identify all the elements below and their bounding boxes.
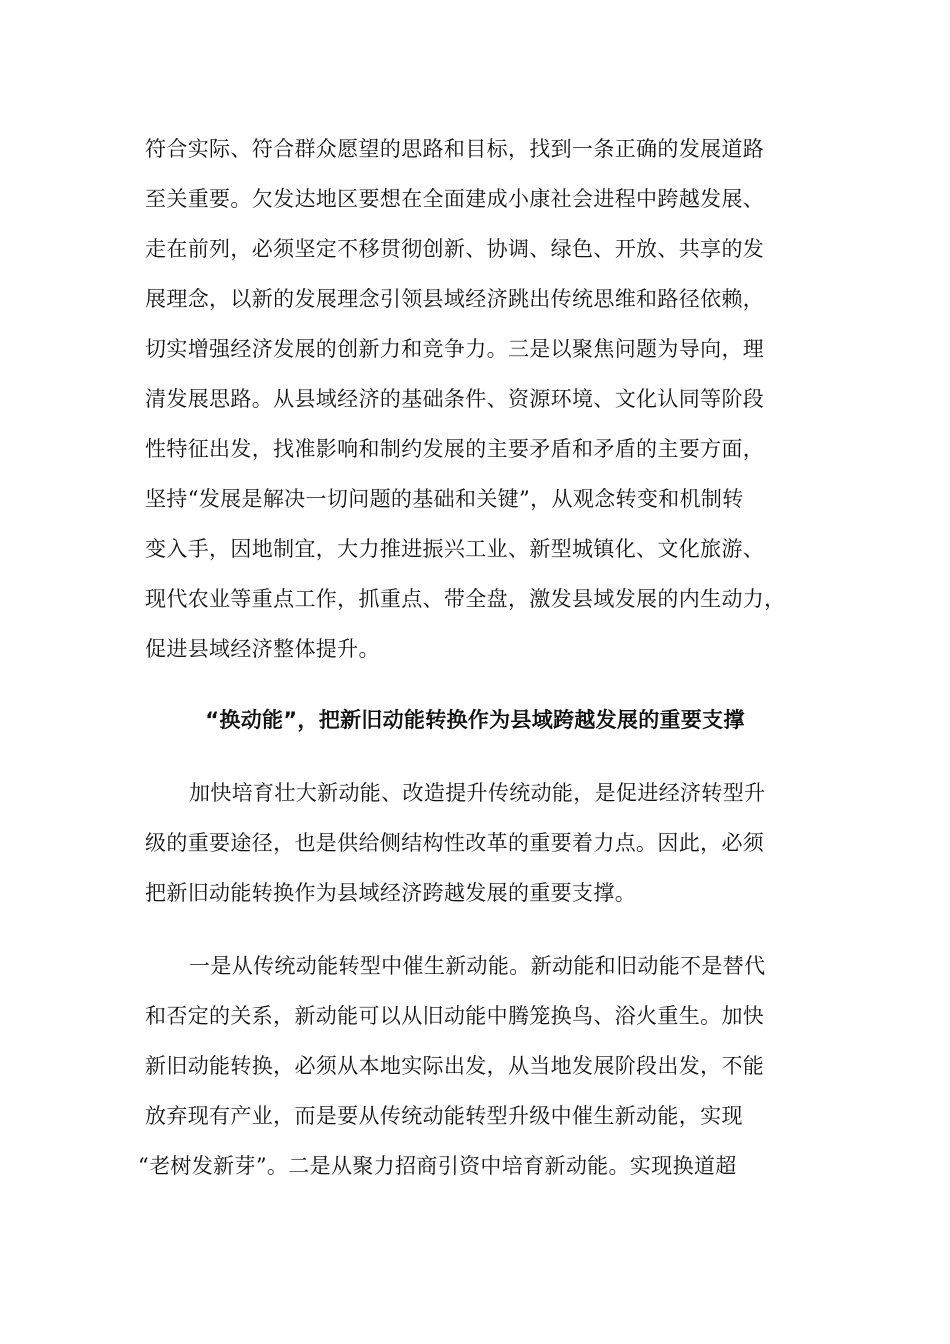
paragraph-line: 坚持“发展是解决一切问题的基础和关键”，从观念转变和机制转 bbox=[145, 487, 744, 511]
paragraph-line: 促进县域经济整体提升。 bbox=[145, 637, 380, 661]
paragraph-line: 级的重要途径，也是供给侧结构性改革的重要着力点。因此，必须 bbox=[145, 831, 765, 855]
paragraph-line: 和否定的关系，新动能可以从旧动能中腾笼换鸟、浴火重生。加快 bbox=[145, 1004, 765, 1028]
paragraph-line: 加快培育壮大新动能、改造提升传统动能，是促进经济转型升 bbox=[189, 781, 766, 805]
paragraph-line: 符合实际、符合群众愿望的思路和目标，找到一条正确的发展道路 bbox=[145, 137, 765, 161]
paragraph-line: 放弃现有产业，而是要从传统动能转型升级中催生新动能，实现 bbox=[145, 1104, 743, 1128]
paragraph-line: 至关重要。欠发达地区要想在全面建成小康社会进程中跨越发展、 bbox=[145, 187, 765, 211]
paragraph-line: 新旧动能转换，必须从本地实际出发，从当地发展阶段出发，不能 bbox=[145, 1054, 765, 1078]
paragraph-line: “老树发新芽”。二是从聚力招商引资中培育新动能。实现换道超 bbox=[138, 1154, 737, 1178]
paragraph-line: 展理念，以新的发展理念引领县域经济跳出传统思维和路径依赖， bbox=[145, 287, 765, 311]
paragraph-line: 现代农业等重点工作，抓重点、带全盘，激发县域发展的内生动力， bbox=[145, 587, 786, 611]
paragraph-line: 清发展思路。从县域经济的基础条件、资源环境、文化认同等阶段 bbox=[145, 387, 765, 411]
paragraph-line: 变入手，因地制宜，大力推进振兴工业、新型城镇化、文化旅游、 bbox=[145, 537, 765, 561]
section-heading: “换动能”，把新旧动能转换作为县域跨越发展的重要支撑 bbox=[205, 708, 745, 732]
paragraph-line: 性特征出发，找准影响和制约发展的主要矛盾和矛盾的主要方面， bbox=[145, 437, 765, 461]
paragraph-line: 走在前列，必须坚定不移贯彻创新、协调、绿色、开放、共享的发 bbox=[145, 237, 765, 261]
paragraph-line: 把新旧动能转换作为县域经济跨越发展的重要支撑。 bbox=[145, 881, 637, 905]
paragraph-line: 一是从传统动能转型中催生新动能。新动能和旧动能不是替代 bbox=[189, 954, 766, 978]
paragraph-line: 切实增强经济发展的创新力和竞争力。三是以聚焦问题为导向，理 bbox=[145, 337, 765, 361]
